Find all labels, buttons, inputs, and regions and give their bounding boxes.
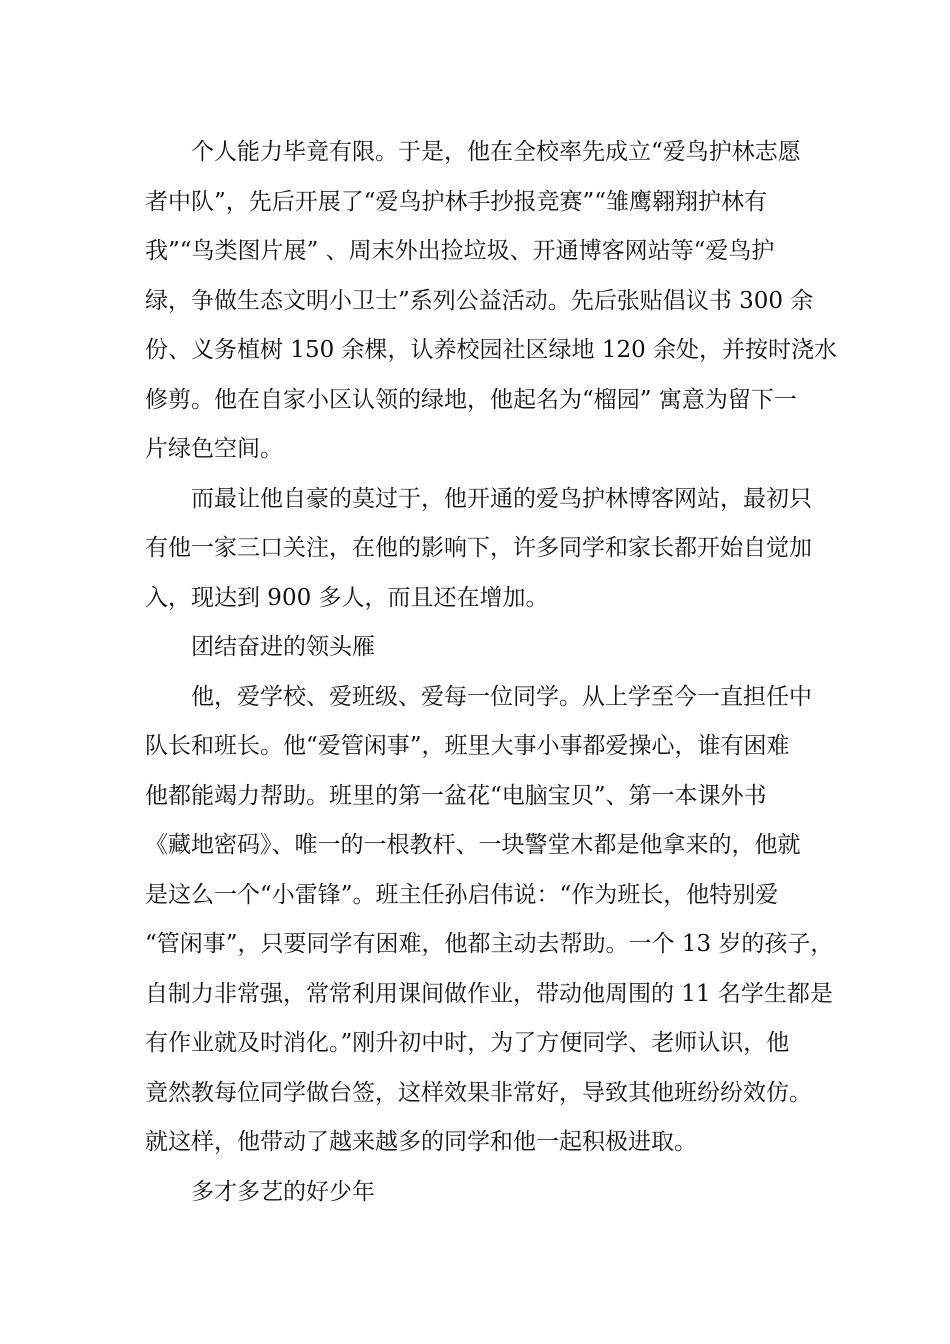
document-body [145, 128, 838, 1217]
section-heading-leader [145, 623, 815, 673]
text-line: 修剪。他在自家小区认领的绿地，他起名为“榴园” 寓意为留下一 [145, 386, 797, 413]
text-line: 队长和班长。他“爱管闲事”，班里大事小事都爱操心，谁有困难 [145, 733, 790, 759]
paragraph-class-leader [145, 673, 834, 1168]
text-line: 而最让他自豪的莫过于，他开通的爱鸟护林博客网站，最初只 [191, 485, 812, 512]
paragraph-blog [145, 475, 815, 624]
text-line: “管闲事”，只要同学有困难，他都主动去帮助。一个 13 岁的孩子， [145, 931, 834, 957]
text-line: 片绿色空间。 [145, 436, 283, 462]
text-line: 自制力非常强，常常利用课间做作业，带动他周围的 11 名学生都是 [145, 980, 833, 1007]
text-line: 就这样，他带动了越来越多的同学和他一起积极进取。 [145, 1129, 697, 1155]
paragraph-activities [145, 128, 838, 475]
text-line: 有他一家三口关注，在他的影响下，许多同学和家长都开始自觉加 [145, 535, 812, 561]
text-line: 者中队”，先后开展了“爱鸟护林手抄报竞赛”“雏鹰翱翔护林有 [145, 188, 768, 215]
text-line: 竟然教每位同学做台签，这样效果非常好，导致其他班纷纷效仿。 [145, 1079, 812, 1106]
text-line: 他，爱学校、爱班级、爱每一位同学。从上学至今一直担任中 [191, 683, 812, 710]
text-line: 是这么一个“小雷锋”。班主任孙启伟说：“作为班长，他特别爱 [145, 881, 779, 908]
text-line: 《藏地密码》、唯一的一根教杆、一块警堂木都是他拿来的，他就 [145, 832, 801, 858]
text-line: 份、义务植树 150 余棵，认养校园社区绿地 120 余处，并按时浇水 [145, 337, 838, 363]
section-heading-talented [145, 1168, 815, 1218]
text-line: 他都能竭力帮助。班里的第一盆花“电脑宝贝”、第一本课外书 [145, 782, 767, 809]
text-line: 入，现达到 900 多人，而且还在增加。 [145, 584, 549, 611]
text-line: 有作业就及时消化。”刚升初中时，为了方便同学、老师认识，他 [145, 1030, 790, 1056]
text-line: 我”“鸟类图片展” 、周末外出捡垃圾、开通博客网站等“爱鸟护 [145, 238, 775, 264]
section-heading: 团结奋进的领头雁 [191, 634, 375, 660]
text-line: 绿，争做生态文明小卫士”系列公益活动。先后张贴倡议书 300 余 [145, 287, 814, 314]
section-heading: 多才多艺的好少年 [191, 1178, 375, 1205]
text-line: 个人能力毕竟有限。于是，他在全校率先成立“爱鸟护林志愿 [191, 139, 801, 165]
